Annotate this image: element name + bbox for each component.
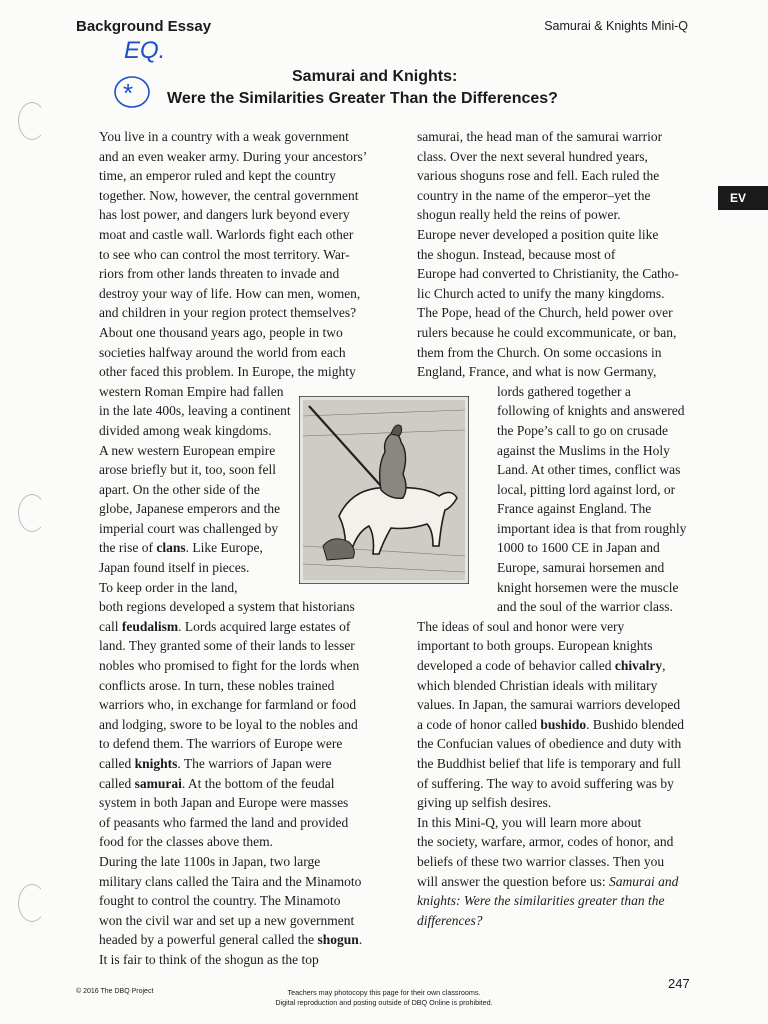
- text-line: land. They granted some of their lands to lesser: [99, 638, 355, 654]
- text-line: [394, 911, 700, 931]
- key-term: bushido: [540, 716, 587, 732]
- text-line: and children in your region protect themselves?: [99, 305, 357, 321]
- text-line: About one thousand years ago, people in two: [99, 324, 343, 340]
- text-line: Japan found itself in pieces.: [99, 560, 250, 576]
- text-line: Land. At other times, conflict was: [497, 462, 681, 478]
- key-term: chivalry: [614, 658, 663, 674]
- text-line: has lost power, and dangers lurk beyond every: [99, 207, 350, 223]
- text-line: The Pope, head of the Church, held power over: [417, 305, 673, 321]
- key-term: clans: [156, 540, 186, 556]
- text-line: Europe had converted to Christianity, the Catho-: [417, 266, 679, 282]
- handwritten-eq-text: EQ.: [124, 37, 166, 64]
- paragraph: [76, 578, 382, 852]
- text-line: shogun really held the reins of power.: [417, 207, 621, 223]
- key-term: feudalism: [121, 618, 179, 634]
- text-line: During the late 1100s in Japan, two large: [99, 853, 321, 869]
- text-line: lic Church acted to unify the many kingdoms.: [417, 285, 665, 301]
- text-line: destroy your way of life. How can men, women,: [99, 285, 361, 301]
- text-line: lords gathered together a: [497, 383, 631, 399]
- question-text: Samurai and: [608, 873, 679, 889]
- text-line: Europe never developed a position quite like: [417, 226, 659, 242]
- text-line: important idea is that from roughly: [497, 520, 687, 536]
- text-line: called samurai. At the bottom of the feudal: [99, 775, 335, 791]
- binder-hole-icon: [18, 102, 46, 140]
- text-line: It is fair to think of the shogun as the top: [99, 951, 319, 967]
- key-term: shogun: [317, 932, 359, 948]
- text-line: values. In Japan, the samurai warriors developed: [417, 697, 681, 713]
- text-line: won the civil war and set up a new government: [99, 912, 355, 928]
- dog-shape: [323, 539, 354, 560]
- text-line: and an even weaker army. During your ancestors’: [99, 148, 368, 164]
- text-line: and the soul of the warrior class.: [497, 599, 673, 615]
- text-line: them from the Church. On some occasions in: [417, 344, 662, 360]
- text-line: the shogun. Instead, because most of: [417, 246, 616, 262]
- text-line: will answer the question before us: Samurai and: [417, 873, 679, 889]
- binder-hole-icon: [18, 884, 46, 922]
- text-line: of peasants who farmed the land and provided: [99, 814, 349, 830]
- text-line: in the late 400s, leaving a continent: [99, 403, 291, 419]
- text-line: conflicts arose. In turn, these nobles trained: [99, 677, 335, 693]
- text-line: food for the classes above them.: [99, 834, 273, 850]
- text-line: developed a code of behavior called chivalry,: [417, 658, 666, 674]
- text-line: apart. On the other side of the: [99, 481, 260, 497]
- text-line: riors from other lands threaten to invade and: [99, 266, 340, 282]
- ev-side-tab: EV: [718, 186, 768, 210]
- text-line: the society, warfare, armor, codes of honor, and: [417, 834, 674, 850]
- text-line: a code of honor called bushido. Bushido blended: [417, 716, 684, 732]
- text-line: important to both groups. European knights: [417, 638, 653, 654]
- text-line: fought to control the country. The Minamoto: [99, 893, 341, 909]
- text-line: headed by a powerful general called the shogun.: [99, 932, 363, 948]
- text-line: call feudalism. Lords acquired large estates of: [99, 618, 351, 634]
- text-line: which blended Christian ideals with military: [417, 677, 658, 693]
- text-line: knight horsemen were the muscle: [497, 579, 679, 595]
- text-line: warriors who, in exchange for farmland or food: [99, 697, 357, 713]
- text-line: called knights. The warriors of Japan were: [99, 756, 332, 771]
- question-text: differences?: [417, 912, 483, 928]
- paragraph: [76, 852, 382, 970]
- text-line: Europe, samurai horsemen and: [497, 560, 665, 576]
- text-line: local, pitting lord against lord, or: [497, 481, 676, 497]
- key-term: knights: [134, 756, 178, 771]
- text-line: rulers because he could excommunicate, or ban,: [417, 324, 677, 340]
- handwritten-star-mark: *: [123, 78, 134, 108]
- text-line: arose briefly but it, too, soon fell: [99, 462, 276, 478]
- text-line: divided among weak kingdoms.: [99, 422, 272, 438]
- text-line: system in both Japan and Europe were masses: [99, 795, 349, 811]
- essay-title-line-2: Were the Similarities Greater Than the Differences?: [167, 90, 558, 107]
- text-line: various shoguns rose and fell. Each ruled the: [417, 168, 660, 184]
- knight-on-horse-illustration: [299, 396, 469, 584]
- question-text: knights: Were the similarities greater than the: [417, 893, 665, 909]
- binder-hole-icon: [18, 494, 46, 532]
- text-line: to see who can control the most territory. War-: [99, 246, 350, 262]
- notice-line-2: Digital reproduction and posting outside of DBQ Online is prohibited.: [275, 998, 493, 1007]
- text-line: together. Now, however, the central government: [99, 187, 359, 203]
- paragraph: [394, 127, 700, 225]
- text-line: class. Over the next several hundred years,: [417, 148, 648, 164]
- text-line: samurai, the head man of the samurai warrior: [417, 129, 663, 144]
- text-line: In this Mini-Q, you will learn more about: [417, 814, 642, 830]
- text-line: A new western European empire: [99, 442, 276, 458]
- key-term: samurai: [134, 775, 182, 791]
- text-line: The ideas of soul and honor were very: [417, 618, 625, 634]
- paragraph: [76, 127, 382, 323]
- notice-line-1: Teachers may photocopy this page for their own classrooms.: [287, 988, 481, 997]
- text-line: the Buddhist belief that life is temporary and full: [417, 756, 681, 771]
- text-line: time, an emperor ruled and kept the country: [99, 168, 336, 184]
- text-line: the Confucian values of obedience and duty with: [417, 736, 682, 752]
- paragraph: [394, 617, 700, 813]
- text-line: and lodging, swore to be loyal to the nobles and: [99, 716, 358, 732]
- copyright-text: © 2016 The DBQ Project: [76, 988, 154, 995]
- text-line: 1000 to 1600 CE in Japan and: [497, 540, 660, 556]
- text-line: both regions developed a system that historians: [99, 599, 355, 615]
- text-line: country in the name of the emperor–yet the: [417, 187, 651, 203]
- text-line: to defend them. The warriors of Europe were: [99, 736, 343, 752]
- essay-title-line-1: Samurai and Knights:: [292, 68, 458, 85]
- text-line: France against England. The: [497, 501, 652, 517]
- text-line: the Pope’s call to go on crusade: [497, 422, 668, 438]
- text-line: military clans called the Taira and the Minamoto: [99, 873, 362, 889]
- running-header: Samurai & Knights Mini-Q: [544, 19, 688, 33]
- page-number: 247: [668, 976, 690, 991]
- text-line: England, France, and what is now Germany,: [417, 364, 657, 380]
- text-line: You live in a country with a weak government: [99, 129, 349, 144]
- text-line: other faced this problem. In Europe, the mighty: [99, 364, 356, 380]
- text-line: of suffering. The way to avoid suffering was by: [417, 775, 674, 791]
- text-line: To keep order in the land,: [99, 579, 238, 595]
- paragraph: [394, 813, 700, 931]
- text-line: the rise of clans. Like Europe,: [99, 540, 263, 556]
- text-line: against the Muslims in the Holy: [497, 442, 670, 458]
- photocopy-notice: [0, 988, 768, 1008]
- text-line: societies halfway around the world from each: [99, 344, 346, 360]
- text-line: imperial court was challenged by: [99, 520, 279, 536]
- text-line: nobles who promised to fight for the lords when: [99, 658, 360, 674]
- text-line: beliefs of these two warrior classes. Then you: [417, 853, 665, 869]
- text-line: following of knights and answered: [497, 403, 685, 419]
- section-label: Background Essay: [76, 18, 212, 35]
- text-line: moat and castle wall. Warlords fight each other: [99, 226, 354, 242]
- text-line: globe, Japanese emperors and the: [99, 501, 281, 517]
- text-line: giving up selfish desires.: [417, 795, 552, 811]
- text-line: western Roman Empire had fallen: [99, 383, 284, 399]
- text-line: [394, 891, 700, 911]
